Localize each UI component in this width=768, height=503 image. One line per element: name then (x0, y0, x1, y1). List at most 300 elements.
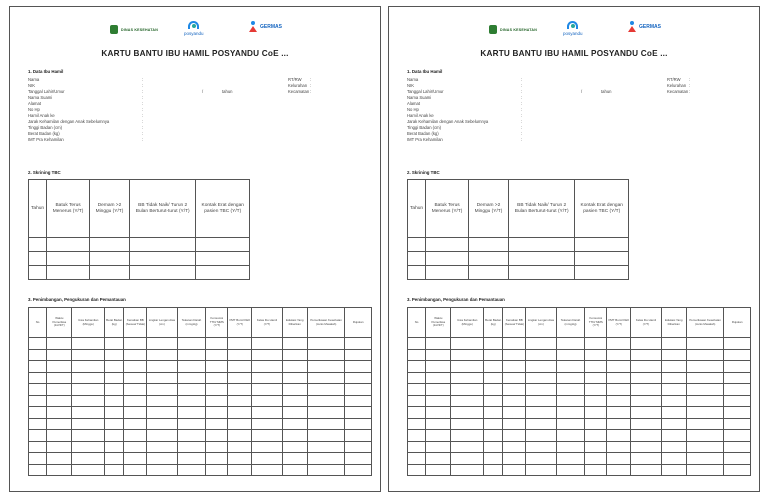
table-cell[interactable] (29, 361, 47, 373)
table-cell[interactable] (147, 384, 177, 396)
table-cell[interactable] (661, 338, 686, 350)
table-cell[interactable] (124, 361, 147, 373)
table-cell[interactable] (724, 361, 751, 373)
table-cell[interactable] (177, 453, 206, 465)
table-cell[interactable] (129, 238, 196, 252)
table-cell[interactable] (72, 384, 105, 396)
table-cell[interactable] (484, 349, 503, 361)
table-cell[interactable] (661, 372, 686, 384)
table-cell[interactable] (206, 372, 228, 384)
table-cell[interactable] (451, 349, 484, 361)
table-cell[interactable] (307, 407, 344, 419)
table-cell[interactable] (29, 453, 47, 465)
table-cell[interactable] (575, 252, 629, 266)
table-cell[interactable] (556, 453, 585, 465)
table-cell[interactable] (631, 361, 661, 373)
table-cell[interactable] (129, 252, 196, 266)
table-cell[interactable] (408, 384, 426, 396)
table-cell[interactable] (72, 453, 105, 465)
table-cell[interactable] (124, 464, 147, 476)
table-cell[interactable] (484, 361, 503, 373)
table-cell[interactable] (451, 372, 484, 384)
table-cell[interactable] (282, 453, 307, 465)
table-cell[interactable] (408, 453, 426, 465)
table-cell[interactable] (177, 384, 206, 396)
table-cell[interactable] (47, 338, 72, 350)
table-cell[interactable] (484, 430, 503, 442)
table-cell[interactable] (177, 464, 206, 476)
table-cell[interactable] (124, 338, 147, 350)
table-cell[interactable] (307, 464, 344, 476)
table-cell[interactable] (177, 441, 206, 453)
table-cell[interactable] (426, 372, 451, 384)
table-cell[interactable] (228, 441, 252, 453)
table-cell[interactable] (686, 395, 723, 407)
table-cell[interactable] (345, 395, 372, 407)
table-cell[interactable] (206, 384, 228, 396)
table-cell[interactable] (526, 441, 556, 453)
table-cell[interactable] (72, 395, 105, 407)
table-cell[interactable] (72, 407, 105, 419)
table-cell[interactable] (631, 338, 661, 350)
table-cell[interactable] (72, 338, 105, 350)
table-cell[interactable] (631, 453, 661, 465)
table-cell[interactable] (90, 238, 130, 252)
table-cell[interactable] (307, 338, 344, 350)
table-cell[interactable] (47, 464, 72, 476)
table-cell[interactable] (526, 418, 556, 430)
table-cell[interactable] (228, 453, 252, 465)
table-cell[interactable] (72, 441, 105, 453)
table-cell[interactable] (607, 361, 631, 373)
table-cell[interactable] (686, 418, 723, 430)
table-cell[interactable] (105, 395, 124, 407)
table-cell[interactable] (206, 349, 228, 361)
table-cell[interactable] (282, 395, 307, 407)
table-cell[interactable] (307, 441, 344, 453)
table-cell[interactable] (124, 453, 147, 465)
table-cell[interactable] (177, 430, 206, 442)
table-cell[interactable] (556, 372, 585, 384)
table-cell[interactable] (408, 361, 426, 373)
table-cell[interactable] (503, 372, 526, 384)
table-cell[interactable] (196, 238, 250, 252)
table-cell[interactable] (228, 372, 252, 384)
table-cell[interactable] (206, 441, 228, 453)
table-cell[interactable] (631, 407, 661, 419)
table-cell[interactable] (206, 418, 228, 430)
table-cell[interactable] (147, 464, 177, 476)
table-cell[interactable] (503, 407, 526, 419)
table-cell[interactable] (228, 349, 252, 361)
table-cell[interactable] (556, 441, 585, 453)
table-cell[interactable] (426, 430, 451, 442)
table-cell[interactable] (29, 395, 47, 407)
table-cell[interactable] (686, 384, 723, 396)
table-cell[interactable] (147, 338, 177, 350)
table-cell[interactable] (426, 464, 451, 476)
table-cell[interactable] (228, 361, 252, 373)
table-cell[interactable] (631, 384, 661, 396)
table-cell[interactable] (585, 349, 607, 361)
table-cell[interactable] (206, 407, 228, 419)
table-cell[interactable] (585, 453, 607, 465)
table-cell[interactable] (408, 441, 426, 453)
table-cell[interactable] (147, 361, 177, 373)
table-cell[interactable] (607, 338, 631, 350)
table-cell[interactable] (228, 430, 252, 442)
table-cell[interactable] (124, 384, 147, 396)
table-cell[interactable] (607, 418, 631, 430)
table-cell[interactable] (484, 441, 503, 453)
table-cell[interactable] (503, 441, 526, 453)
table-cell[interactable] (105, 361, 124, 373)
table-cell[interactable] (345, 407, 372, 419)
table-cell[interactable] (607, 349, 631, 361)
table-cell[interactable] (408, 395, 426, 407)
table-cell[interactable] (72, 372, 105, 384)
table-cell[interactable] (307, 349, 344, 361)
table-cell[interactable] (29, 338, 47, 350)
table-cell[interactable] (47, 453, 72, 465)
table-cell[interactable] (196, 252, 250, 266)
table-cell[interactable] (661, 384, 686, 396)
table-cell[interactable] (426, 361, 451, 373)
table-cell[interactable] (47, 252, 90, 266)
table-cell[interactable] (206, 361, 228, 373)
table-cell[interactable] (556, 464, 585, 476)
table-cell[interactable] (426, 441, 451, 453)
table-cell[interactable] (585, 407, 607, 419)
table-cell[interactable] (105, 349, 124, 361)
table-cell[interactable] (503, 418, 526, 430)
table-cell[interactable] (426, 407, 451, 419)
table-cell[interactable] (724, 349, 751, 361)
table-cell[interactable] (124, 418, 147, 430)
table-cell[interactable] (426, 418, 451, 430)
table-cell[interactable] (408, 349, 426, 361)
table-cell[interactable] (661, 361, 686, 373)
table-cell[interactable] (451, 464, 484, 476)
table-cell[interactable] (29, 441, 47, 453)
table-cell[interactable] (556, 338, 585, 350)
table-cell[interactable] (206, 430, 228, 442)
table-cell[interactable] (408, 430, 426, 442)
table-cell[interactable] (252, 441, 282, 453)
table-cell[interactable] (503, 464, 526, 476)
table-cell[interactable] (585, 418, 607, 430)
table-cell[interactable] (575, 266, 629, 280)
table-cell[interactable] (503, 349, 526, 361)
table-cell[interactable] (345, 453, 372, 465)
table-cell[interactable] (105, 407, 124, 419)
table-cell[interactable] (124, 407, 147, 419)
table-cell[interactable] (177, 372, 206, 384)
table-cell[interactable] (426, 266, 469, 280)
table-cell[interactable] (451, 338, 484, 350)
table-cell[interactable] (631, 349, 661, 361)
table-cell[interactable] (469, 238, 509, 252)
table-cell[interactable] (252, 361, 282, 373)
table-cell[interactable] (607, 407, 631, 419)
table-cell[interactable] (526, 453, 556, 465)
table-cell[interactable] (105, 464, 124, 476)
table-cell[interactable] (426, 395, 451, 407)
table-cell[interactable] (307, 395, 344, 407)
table-cell[interactable] (177, 395, 206, 407)
table-cell[interactable] (426, 384, 451, 396)
table-cell[interactable] (484, 395, 503, 407)
table-cell[interactable] (252, 407, 282, 419)
table-cell[interactable] (29, 407, 47, 419)
table-cell[interactable] (508, 238, 575, 252)
table-cell[interactable] (252, 430, 282, 442)
table-cell[interactable] (282, 384, 307, 396)
table-cell[interactable] (124, 349, 147, 361)
table-cell[interactable] (307, 430, 344, 442)
table-cell[interactable] (686, 372, 723, 384)
table-cell[interactable] (426, 252, 469, 266)
table-cell[interactable] (228, 418, 252, 430)
table-cell[interactable] (252, 384, 282, 396)
table-cell[interactable] (282, 441, 307, 453)
table-cell[interactable] (724, 384, 751, 396)
table-cell[interactable] (307, 361, 344, 373)
table-cell[interactable] (72, 361, 105, 373)
table-cell[interactable] (345, 384, 372, 396)
table-cell[interactable] (607, 384, 631, 396)
table-cell[interactable] (607, 453, 631, 465)
table-cell[interactable] (124, 430, 147, 442)
table-cell[interactable] (585, 361, 607, 373)
table-cell[interactable] (282, 338, 307, 350)
table-cell[interactable] (503, 338, 526, 350)
table-cell[interactable] (124, 395, 147, 407)
table-cell[interactable] (105, 453, 124, 465)
table-cell[interactable] (124, 441, 147, 453)
table-cell[interactable] (661, 349, 686, 361)
table-cell[interactable] (47, 238, 90, 252)
table-cell[interactable] (484, 407, 503, 419)
table-cell[interactable] (282, 361, 307, 373)
table-cell[interactable] (228, 407, 252, 419)
table-cell[interactable] (451, 361, 484, 373)
table-cell[interactable] (526, 338, 556, 350)
table-cell[interactable] (503, 361, 526, 373)
table-cell[interactable] (451, 430, 484, 442)
table-cell[interactable] (345, 349, 372, 361)
table-cell[interactable] (451, 407, 484, 419)
table-cell[interactable] (484, 464, 503, 476)
table-cell[interactable] (177, 361, 206, 373)
table-cell[interactable] (129, 266, 196, 280)
table-cell[interactable] (631, 372, 661, 384)
table-cell[interactable] (661, 430, 686, 442)
table-cell[interactable] (686, 430, 723, 442)
table-cell[interactable] (228, 338, 252, 350)
table-cell[interactable] (147, 430, 177, 442)
table-cell[interactable] (147, 418, 177, 430)
table-cell[interactable] (47, 349, 72, 361)
table-cell[interactable] (282, 407, 307, 419)
table-cell[interactable] (29, 384, 47, 396)
table-cell[interactable] (724, 453, 751, 465)
table-cell[interactable] (307, 372, 344, 384)
table-cell[interactable] (724, 418, 751, 430)
table-cell[interactable] (177, 418, 206, 430)
table-cell[interactable] (228, 395, 252, 407)
table-cell[interactable] (252, 464, 282, 476)
table-cell[interactable] (607, 372, 631, 384)
table-cell[interactable] (556, 361, 585, 373)
table-cell[interactable] (47, 372, 72, 384)
table-cell[interactable] (147, 372, 177, 384)
table-cell[interactable] (177, 349, 206, 361)
table-cell[interactable] (526, 361, 556, 373)
table-cell[interactable] (451, 453, 484, 465)
table-cell[interactable] (408, 238, 426, 252)
table-cell[interactable] (47, 384, 72, 396)
table-cell[interactable] (29, 430, 47, 442)
table-cell[interactable] (556, 418, 585, 430)
table-cell[interactable] (607, 430, 631, 442)
table-cell[interactable] (282, 430, 307, 442)
table-cell[interactable] (585, 430, 607, 442)
table-cell[interactable] (72, 418, 105, 430)
table-cell[interactable] (47, 361, 72, 373)
table-cell[interactable] (508, 252, 575, 266)
table-cell[interactable] (661, 395, 686, 407)
table-cell[interactable] (484, 384, 503, 396)
table-cell[interactable] (686, 349, 723, 361)
table-cell[interactable] (526, 349, 556, 361)
table-cell[interactable] (484, 418, 503, 430)
table-cell[interactable] (469, 266, 509, 280)
table-cell[interactable] (47, 266, 90, 280)
table-cell[interactable] (147, 349, 177, 361)
table-cell[interactable] (631, 464, 661, 476)
table-cell[interactable] (724, 372, 751, 384)
table-cell[interactable] (90, 252, 130, 266)
table-cell[interactable] (686, 407, 723, 419)
table-cell[interactable] (526, 384, 556, 396)
table-cell[interactable] (426, 238, 469, 252)
table-cell[interactable] (47, 441, 72, 453)
table-cell[interactable] (345, 418, 372, 430)
table-cell[interactable] (29, 418, 47, 430)
table-cell[interactable] (724, 464, 751, 476)
table-cell[interactable] (556, 384, 585, 396)
table-cell[interactable] (661, 418, 686, 430)
table-cell[interactable] (661, 464, 686, 476)
table-cell[interactable] (661, 407, 686, 419)
table-cell[interactable] (451, 418, 484, 430)
table-cell[interactable] (585, 384, 607, 396)
table-cell[interactable] (686, 441, 723, 453)
table-cell[interactable] (585, 338, 607, 350)
table-cell[interactable] (72, 349, 105, 361)
table-cell[interactable] (556, 407, 585, 419)
table-cell[interactable] (105, 384, 124, 396)
table-cell[interactable] (556, 395, 585, 407)
table-cell[interactable] (147, 407, 177, 419)
table-cell[interactable] (686, 361, 723, 373)
table-cell[interactable] (47, 395, 72, 407)
table-cell[interactable] (307, 384, 344, 396)
table-cell[interactable] (345, 464, 372, 476)
table-cell[interactable] (408, 338, 426, 350)
table-cell[interactable] (503, 395, 526, 407)
table-cell[interactable] (147, 395, 177, 407)
table-cell[interactable] (47, 430, 72, 442)
table-cell[interactable] (607, 441, 631, 453)
table-cell[interactable] (426, 453, 451, 465)
table-cell[interactable] (451, 441, 484, 453)
table-cell[interactable] (105, 418, 124, 430)
table-cell[interactable] (196, 266, 250, 280)
table-cell[interactable] (408, 266, 426, 280)
table-cell[interactable] (426, 349, 451, 361)
table-cell[interactable] (526, 464, 556, 476)
table-cell[interactable] (503, 384, 526, 396)
table-cell[interactable] (29, 372, 47, 384)
table-cell[interactable] (29, 252, 47, 266)
table-cell[interactable] (29, 464, 47, 476)
table-cell[interactable] (724, 338, 751, 350)
table-cell[interactable] (29, 266, 47, 280)
table-cell[interactable] (526, 407, 556, 419)
table-cell[interactable] (686, 338, 723, 350)
table-cell[interactable] (307, 453, 344, 465)
table-cell[interactable] (631, 418, 661, 430)
table-cell[interactable] (484, 372, 503, 384)
table-cell[interactable] (90, 266, 130, 280)
table-cell[interactable] (508, 266, 575, 280)
table-cell[interactable] (724, 430, 751, 442)
table-cell[interactable] (105, 372, 124, 384)
table-cell[interactable] (661, 453, 686, 465)
table-cell[interactable] (47, 407, 72, 419)
table-cell[interactable] (124, 372, 147, 384)
table-cell[interactable] (105, 338, 124, 350)
table-cell[interactable] (526, 372, 556, 384)
table-cell[interactable] (724, 441, 751, 453)
table-cell[interactable] (252, 418, 282, 430)
table-cell[interactable] (451, 384, 484, 396)
table-cell[interactable] (686, 453, 723, 465)
table-cell[interactable] (252, 372, 282, 384)
table-cell[interactable] (228, 384, 252, 396)
table-cell[interactable] (147, 441, 177, 453)
table-cell[interactable] (345, 338, 372, 350)
table-cell[interactable] (228, 464, 252, 476)
table-cell[interactable] (345, 372, 372, 384)
table-cell[interactable] (607, 464, 631, 476)
table-cell[interactable] (72, 430, 105, 442)
table-cell[interactable] (408, 407, 426, 419)
table-cell[interactable] (484, 338, 503, 350)
table-cell[interactable] (345, 430, 372, 442)
table-cell[interactable] (282, 372, 307, 384)
table-cell[interactable] (724, 395, 751, 407)
table-cell[interactable] (345, 441, 372, 453)
table-cell[interactable] (147, 453, 177, 465)
table-cell[interactable] (503, 430, 526, 442)
table-cell[interactable] (526, 430, 556, 442)
table-cell[interactable] (72, 464, 105, 476)
table-cell[interactable] (252, 453, 282, 465)
table-cell[interactable] (282, 418, 307, 430)
